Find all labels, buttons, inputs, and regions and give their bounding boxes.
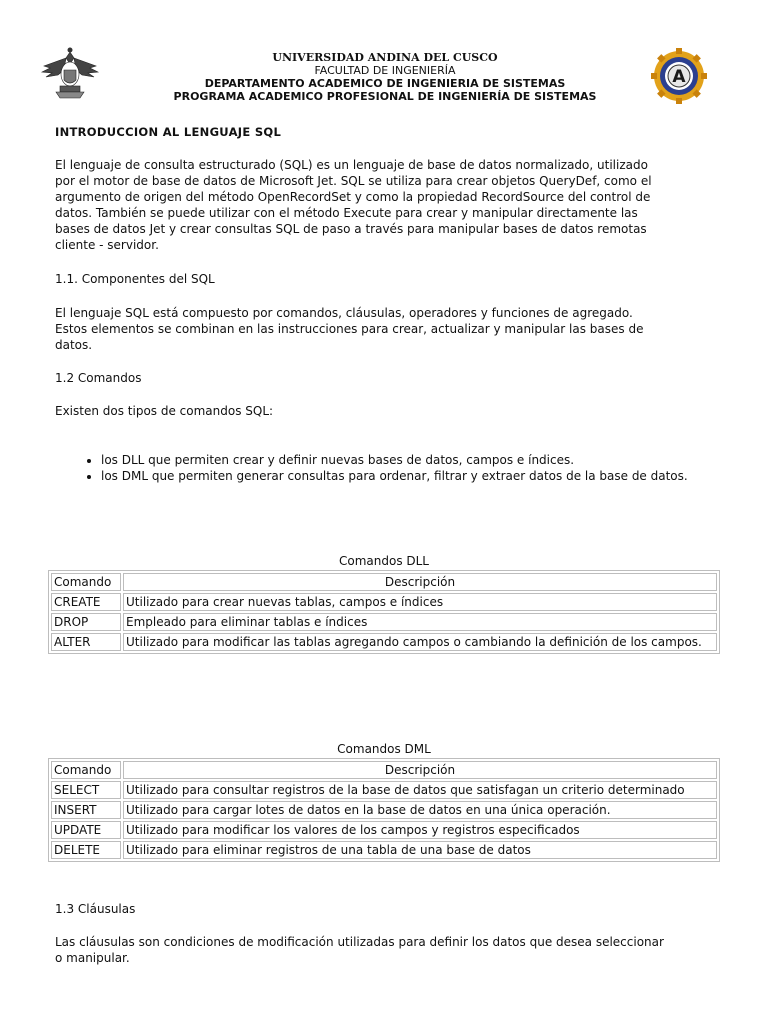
command-cell: DELETE	[51, 841, 121, 859]
table-row	[51, 781, 717, 799]
table-header-row	[51, 761, 717, 779]
list-item: • los DML que permiten generar consultas para ordenar, filtrar y extraer datos de la base de datos.	[101, 468, 761, 484]
description-cell: Utilizado para cargar lotes de datos en la base de datos en una única operación.	[123, 801, 717, 819]
section-heading-1-1: 1.1. Componentes del SQL	[55, 272, 215, 286]
column-header-command: Comando	[51, 761, 121, 779]
table-row	[51, 801, 717, 819]
university-eagle-crest-icon	[40, 44, 100, 102]
paragraph-line: por el motor de base de datos de Microsoft Jet. SQL se utiliza para crear objetos QueryDef, como el	[55, 174, 652, 188]
emblem-letter: A	[672, 67, 686, 87]
description-cell: Empleado para eliminar tablas e índices	[123, 613, 717, 631]
engineering-gear-emblem-icon	[650, 48, 708, 104]
description-cell: Utilizado para modificar los valores de los campos y registros especificados	[123, 821, 717, 839]
command-cell: ALTER	[51, 633, 121, 651]
paragraph-line: Estos elementos se combinan en las instrucciones para crear, actualizar y manipular las bases de	[55, 322, 644, 336]
column-header-command: Comando	[51, 573, 121, 591]
table-row	[51, 613, 717, 631]
commands-intro: Existen dos tipos de comandos SQL:	[55, 404, 274, 418]
program-name: PROGRAMA ACADEMICO PROFESIONAL DE INGENIERÍA DE SISTEMAS	[173, 90, 597, 103]
section-heading-1-2: 1.2 Comandos	[55, 371, 142, 385]
paragraph-line: bases de datos Jet y crear consultas SQL de paso a través para manipular bases de datos remotas	[55, 222, 647, 236]
paragraph-line: cliente - servidor.	[55, 238, 159, 252]
table-caption-dll: Comandos DLL	[338, 554, 429, 568]
paragraph-line: El lenguaje SQL está compuesto por comandos, cláusulas, operadores y funciones de agregado.	[55, 306, 633, 320]
table-dml	[48, 758, 720, 862]
paragraph-line: o manipular.	[55, 951, 130, 965]
department-name: DEPARTAMENTO ACADEMICO DE INGENIERIA DE SISTEMAS	[204, 77, 566, 90]
paragraph-line: El lenguaje de consulta estructurado (SQL) es un lenguaje de base de datos normalizado, utilizado	[55, 158, 648, 172]
command-cell: INSERT	[51, 801, 121, 819]
column-header-description: Descripción	[123, 761, 717, 779]
paragraph-line: datos.	[55, 338, 93, 352]
document-title: INTRODUCCION AL LENGUAJE SQL	[55, 125, 282, 139]
header-title-block	[120, 51, 650, 103]
table-row	[51, 593, 717, 611]
paragraph-line: datos. También se puede utilizar con el método Execute para crear y manipular directamente las	[55, 206, 638, 220]
command-types-list	[55, 452, 761, 484]
paragraph-line: Las cláusulas son condiciones de modificación utilizadas para definir los datos que desea seleccionar	[55, 935, 664, 949]
table-dll	[48, 570, 720, 654]
description-cell: Utilizado para modificar las tablas agregando campos o cambiando la definición de los campos.	[123, 633, 717, 651]
command-cell: CREATE	[51, 593, 121, 611]
university-name: UNIVERSIDAD ANDINA DEL CUSCO	[272, 51, 498, 64]
faculty-name: FACULTAD DE INGENIERÍA	[314, 64, 456, 77]
command-cell: UPDATE	[51, 821, 121, 839]
description-cell: Utilizado para eliminar registros de una tabla de una base de datos	[123, 841, 717, 859]
clauses-paragraph	[55, 934, 715, 966]
command-cell: DROP	[51, 613, 121, 631]
table-row	[51, 633, 717, 651]
table-row	[51, 821, 717, 839]
description-cell: Utilizado para crear nuevas tablas, campos e índices	[123, 593, 717, 611]
table-header-row	[51, 573, 717, 591]
table-caption-dml: Comandos DML	[337, 742, 431, 756]
section-heading-1-3: 1.3 Cláusulas	[55, 902, 136, 916]
intro-paragraph	[55, 157, 715, 253]
table-row	[51, 841, 717, 859]
document-header	[0, 44, 768, 106]
paragraph-line: argumento de origen del método OpenRecordSet y como la propiedad RecordSource del control de	[55, 190, 651, 204]
column-header-description: Descripción	[123, 573, 717, 591]
description-cell: Utilizado para consultar registros de la base de datos que satisfagan un criterio determinado	[123, 781, 717, 799]
command-cell: SELECT	[51, 781, 121, 799]
list-item: • los DLL que permiten crear y definir nuevas bases de datos, campos e índices.	[101, 452, 761, 468]
components-paragraph	[55, 305, 715, 353]
